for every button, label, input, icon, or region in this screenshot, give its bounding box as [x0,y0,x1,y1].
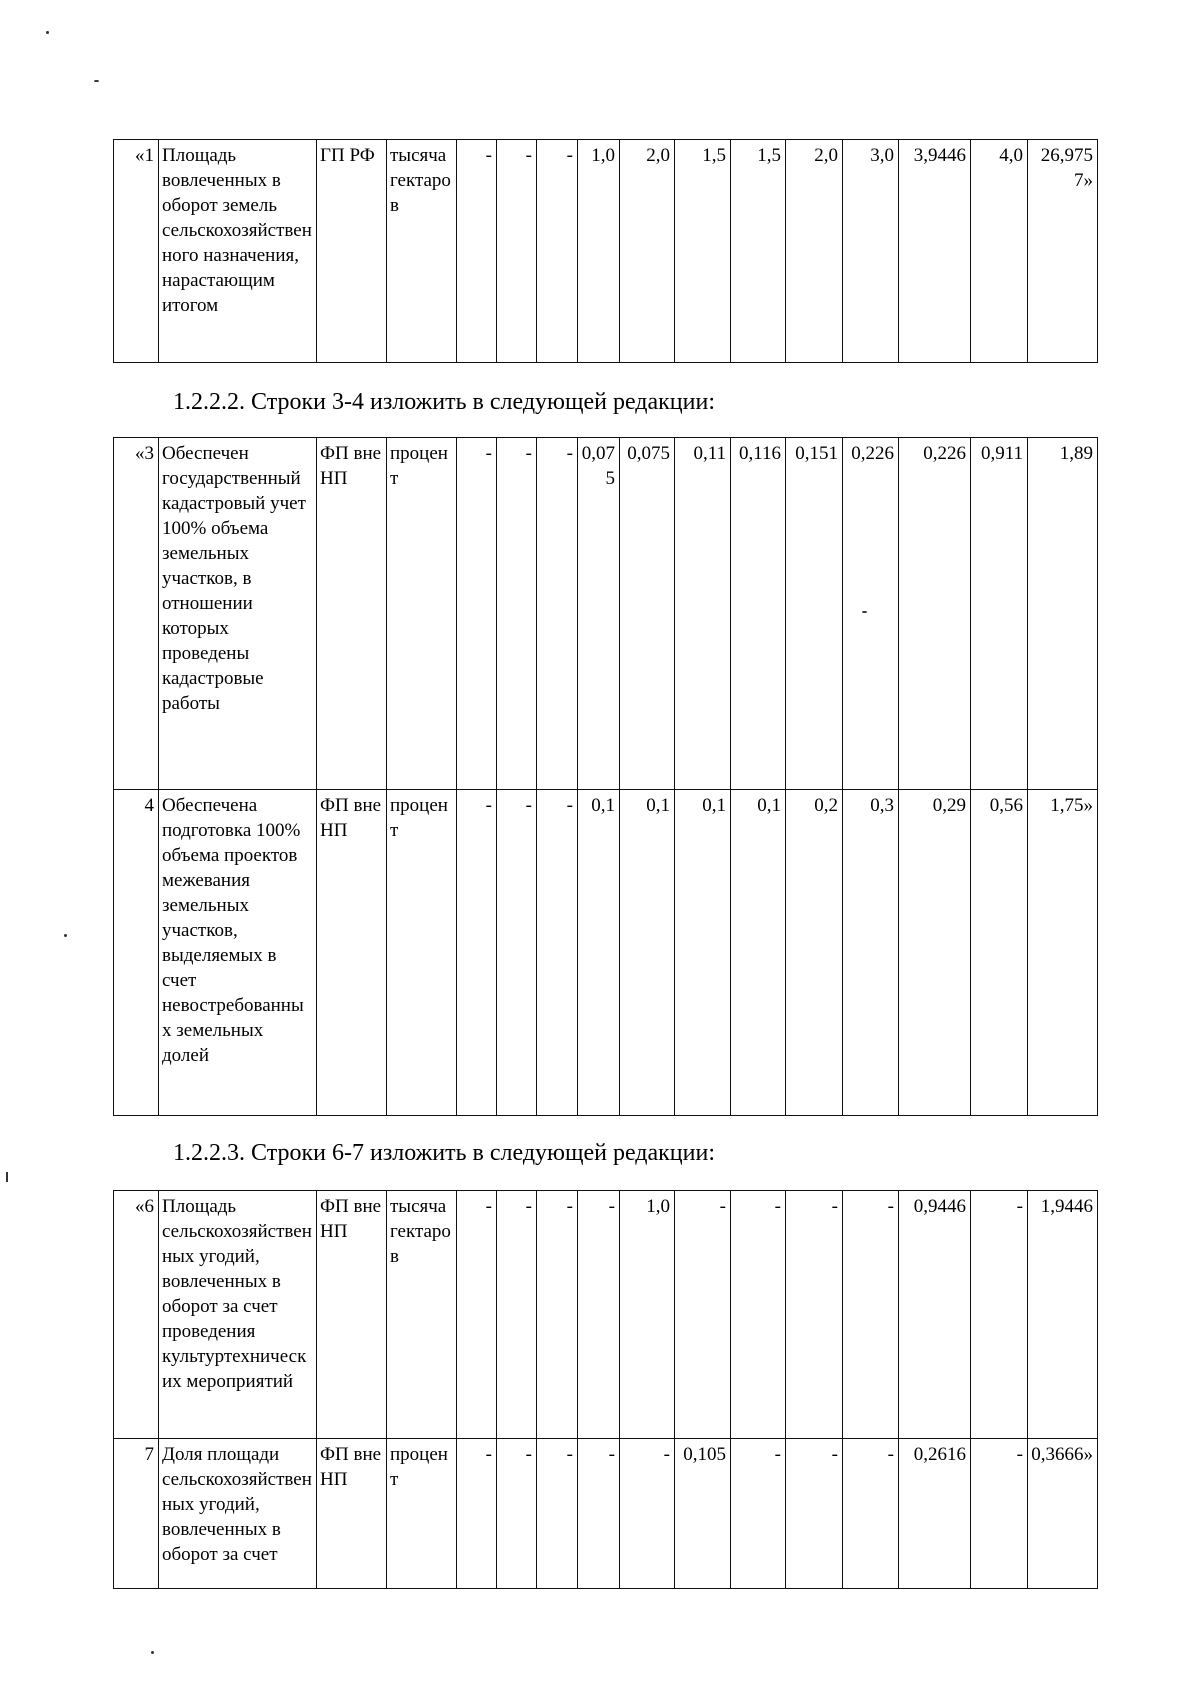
table-row [114,790,1098,1116]
value-cell: - [537,1191,578,1439]
scan-speck [862,611,867,613]
indicator-unit: процент [387,1439,457,1589]
value-cell: 0,2616 [899,1439,971,1589]
section-heading-2: 1.2.2.3. Строки 6-7 изложить в следующей редакции: [173,1140,716,1166]
table-rows-6-7 [113,1190,1098,1589]
indicator-source: ГП РФ [317,140,387,363]
indicator-name: Площадь сельскохозяйственных угодий, вовлеченных в оборот за счет проведения культуртехнических мероприятий [159,1191,317,1439]
value-cell: 0,2 [786,790,843,1116]
value-cell: - [457,790,497,1116]
value-cell: 1,9446 [1028,1191,1098,1439]
value-cell: 0,075 [578,438,620,790]
value-cell: - [497,1439,537,1589]
value-cell: 0,1 [620,790,675,1116]
value-cell: 0,56 [971,790,1028,1116]
indicator-source: ФП вне НП [317,1439,387,1589]
indicator-source: ФП вне НП [317,1191,387,1439]
value-cell: - [578,1191,620,1439]
table-row [114,1191,1098,1439]
value-cell: 0,1 [578,790,620,1116]
value-cell: 0,105 [675,1439,731,1589]
value-cell: 3,9446 [899,140,971,363]
scan-speck [94,80,99,82]
value-cell: - [786,1191,843,1439]
value-cell: 0,3666» [1028,1439,1098,1589]
value-cell: - [537,140,578,363]
value-cell: - [843,1439,899,1589]
table-row [114,1439,1098,1589]
indicator-name: Доля площади сельскохозяйственных угодий, вовлеченных в оборот за счет [159,1439,317,1589]
value-cell: - [971,1439,1028,1589]
section-heading-1: 1.2.2.2. Строки 3-4 изложить в следующей редакции: [173,389,716,415]
table-row [114,438,1098,790]
value-cell: - [457,1191,497,1439]
indicator-unit: процент [387,438,457,790]
value-cell: - [497,790,537,1116]
value-cell: 0,075 [620,438,675,790]
indicator-name: Площадь вовлеченных в оборот земель сельскохозяйственного назначения, нарастающим итогом [159,140,317,363]
value-cell: - [457,140,497,363]
row-number: «3 [114,438,159,790]
value-cell: 3,0 [843,140,899,363]
row-number: 7 [114,1439,159,1589]
value-cell: 2,0 [620,140,675,363]
row-number: «1 [114,140,159,363]
indicator-source: ФП вне НП [317,790,387,1116]
value-cell: - [497,140,537,363]
row-number: 4 [114,790,159,1116]
value-cell: 4,0 [971,140,1028,363]
value-cell: - [497,438,537,790]
value-cell: 0,9446 [899,1191,971,1439]
table-row [114,140,1098,363]
value-cell: - [620,1439,675,1589]
value-cell: 0,3 [843,790,899,1116]
value-cell: 0,1 [731,790,786,1116]
indicator-unit: тысяча гектаров [387,140,457,363]
value-cell: - [971,1191,1028,1439]
value-cell: 0,911 [971,438,1028,790]
value-cell: - [675,1191,731,1439]
table-rows-3-4 [113,437,1098,1116]
value-cell: 2,0 [786,140,843,363]
value-cell: 0,226 [899,438,971,790]
indicator-name: Обеспечена подготовка 100% объема проектов межевания земельных участков, выделяемых в счет невостребованных земельных долей [159,790,317,1116]
indicator-source: ФП вне НП [317,438,387,790]
value-cell: - [497,1191,537,1439]
value-cell: 0,11 [675,438,731,790]
indicator-unit: процент [387,790,457,1116]
value-cell: - [537,438,578,790]
value-cell: 0,226 [843,438,899,790]
value-cell: 1,5 [731,140,786,363]
value-cell: 1,0 [578,140,620,363]
scan-speck [151,1651,154,1654]
value-cell: - [457,438,497,790]
value-cell: 0,1 [675,790,731,1116]
row-number: «6 [114,1191,159,1439]
value-cell: - [537,1439,578,1589]
value-cell: 1,75» [1028,790,1098,1116]
value-cell: - [786,1439,843,1589]
table-row-1 [113,139,1098,363]
value-cell: 1,0 [620,1191,675,1439]
value-cell: 0,116 [731,438,786,790]
value-cell: 26,9757» [1028,140,1098,363]
value-cell: 1,89 [1028,438,1098,790]
value-cell: 1,5 [675,140,731,363]
value-cell: - [537,790,578,1116]
scan-speck [6,1172,8,1182]
value-cell: - [731,1439,786,1589]
value-cell: - [731,1191,786,1439]
indicator-name: Обеспечен государственный кадастровый учет 100% объема земельных участков, в отношении которых проведены кадастровые работы [159,438,317,790]
indicator-unit: тысяча гектаров [387,1191,457,1439]
scan-speck [64,934,67,937]
value-cell: - [843,1191,899,1439]
scan-speck [46,31,49,34]
value-cell: - [578,1439,620,1589]
value-cell: - [457,1439,497,1589]
value-cell: 0,29 [899,790,971,1116]
value-cell: 0,151 [786,438,843,790]
